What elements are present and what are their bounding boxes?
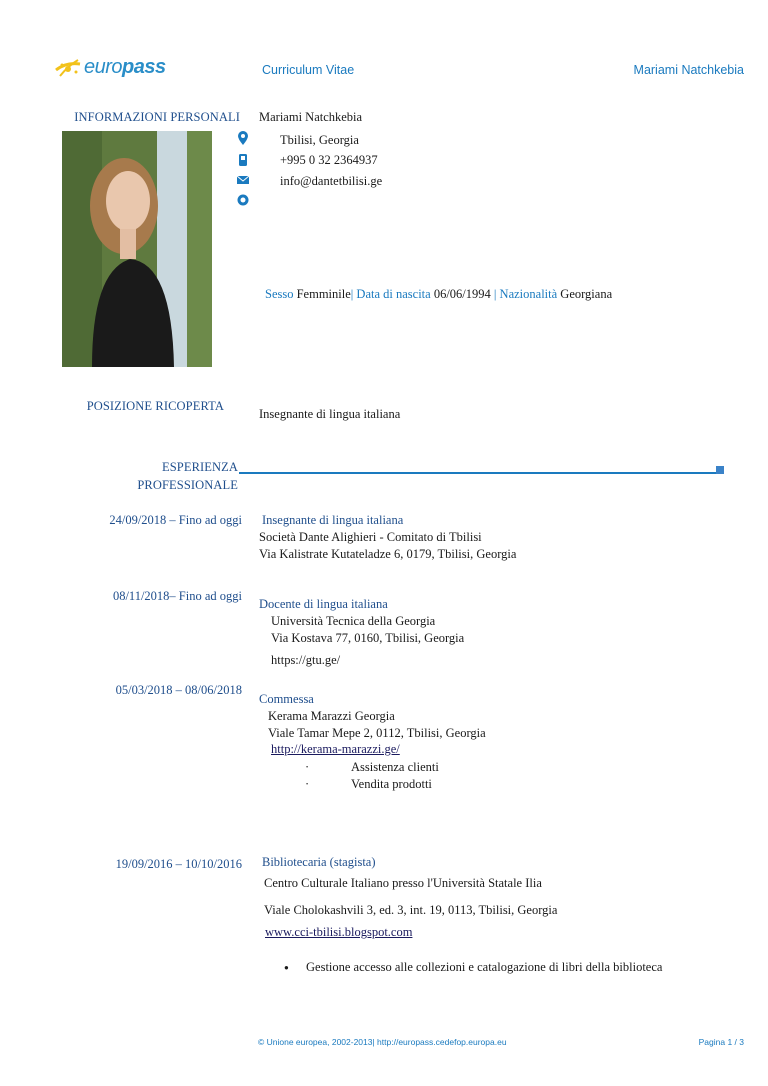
position-label: POSIZIONE RICOPERTA [86, 399, 224, 413]
logo-text: europass [84, 56, 166, 78]
europass-logo [54, 54, 164, 84]
exp-3-role: Commessa [259, 692, 314, 706]
exp-4-duty-1: ● Gestione accesso alle collezioni e catalogazione di libri della biblioteca [306, 960, 662, 975]
exp-2-role: Docente di lingua italiana [259, 597, 388, 611]
exp-3-date: 05/03/2018 – 08/06/2018 [115, 683, 242, 697]
exp-3-duty-2: · Vendita prodotti [351, 777, 432, 792]
personal-name: Mariami Natchkebia [259, 110, 363, 124]
section-divider [239, 472, 719, 474]
footer-copyright: © Unione europea, 2002-2013| http://europass.cedefop.europa.eu [258, 1037, 507, 1047]
exp-1-address: Via Kalistrate Kutateladze 6, 0179, Tbilisi, Georgia [259, 547, 517, 561]
exp-2-date: 08/11/2018– Fino ad oggi [112, 589, 242, 603]
footer-page-number: Pagina 1 / 3 [698, 1037, 744, 1047]
exp-2-website[interactable]: https://gtu.ge/ [271, 653, 341, 667]
exp-3-address: Viale Tamar Mepe 2, 0112, Tbilisi, Georgia [268, 726, 486, 740]
exp-4-employer: Centro Culturale Italiano presso l'Università Statale Ilia [264, 876, 542, 890]
exp-2-address: Via Kostava 77, 0160, Tbilisi, Georgia [271, 631, 465, 645]
website-icon [237, 193, 249, 207]
location-icon [237, 131, 249, 145]
header-title: Curriculum Vitae [262, 63, 355, 77]
personal-phone: +995 0 32 2364937 [280, 153, 378, 167]
profile-photo [62, 131, 212, 367]
exp-4-website[interactable]: www.cci-tbilisi.blogspot.com [265, 925, 413, 939]
exp-4-address: Viale Cholokashvili 3, ed. 3, int. 19, 0113, Tbilisi, Georgia [264, 903, 558, 917]
exp-4-role: Bibliotecaria (stagista) [262, 855, 376, 869]
position-value: Insegnante di lingua italiana [259, 407, 401, 421]
personal-info-label: INFORMAZIONI PERSONALI [74, 110, 240, 124]
exp-1-role: Insegnante di lingua italiana [262, 513, 404, 527]
exp-4-date: 19/09/2016 – 10/10/2016 [115, 857, 242, 871]
personal-address: Tbilisi, Georgia [280, 133, 359, 147]
experience-label-line1: ESPERIENZA [162, 460, 238, 474]
experience-label-line2: PROFESSIONALE [137, 478, 238, 492]
exp-3-employer: Kerama Marazzi Georgia [268, 709, 395, 723]
personal-email: info@dantetbilisi.ge [280, 174, 383, 188]
exp-1-date: 24/09/2018 – Fino ad oggi [109, 513, 242, 527]
exp-3-website[interactable]: http://kerama-marazzi.ge/ [271, 742, 400, 756]
exp-1-employer: Società Dante Alighieri - Comitato di Tbilisi [259, 530, 482, 544]
email-icon [237, 173, 249, 187]
section-divider-marker [716, 466, 724, 474]
exp-2-employer: Università Tecnica della Georgia [271, 614, 436, 628]
europass-star-icon [54, 56, 84, 82]
personal-details-line: Sesso Femminile| Data di nascita 06/06/1994 | Nazionalità Georgiana [265, 287, 613, 301]
phone-icon [237, 153, 249, 167]
header-name: Mariami Natchkebia [633, 63, 744, 77]
exp-3-duty-1: · Assistenza clienti [351, 760, 439, 775]
